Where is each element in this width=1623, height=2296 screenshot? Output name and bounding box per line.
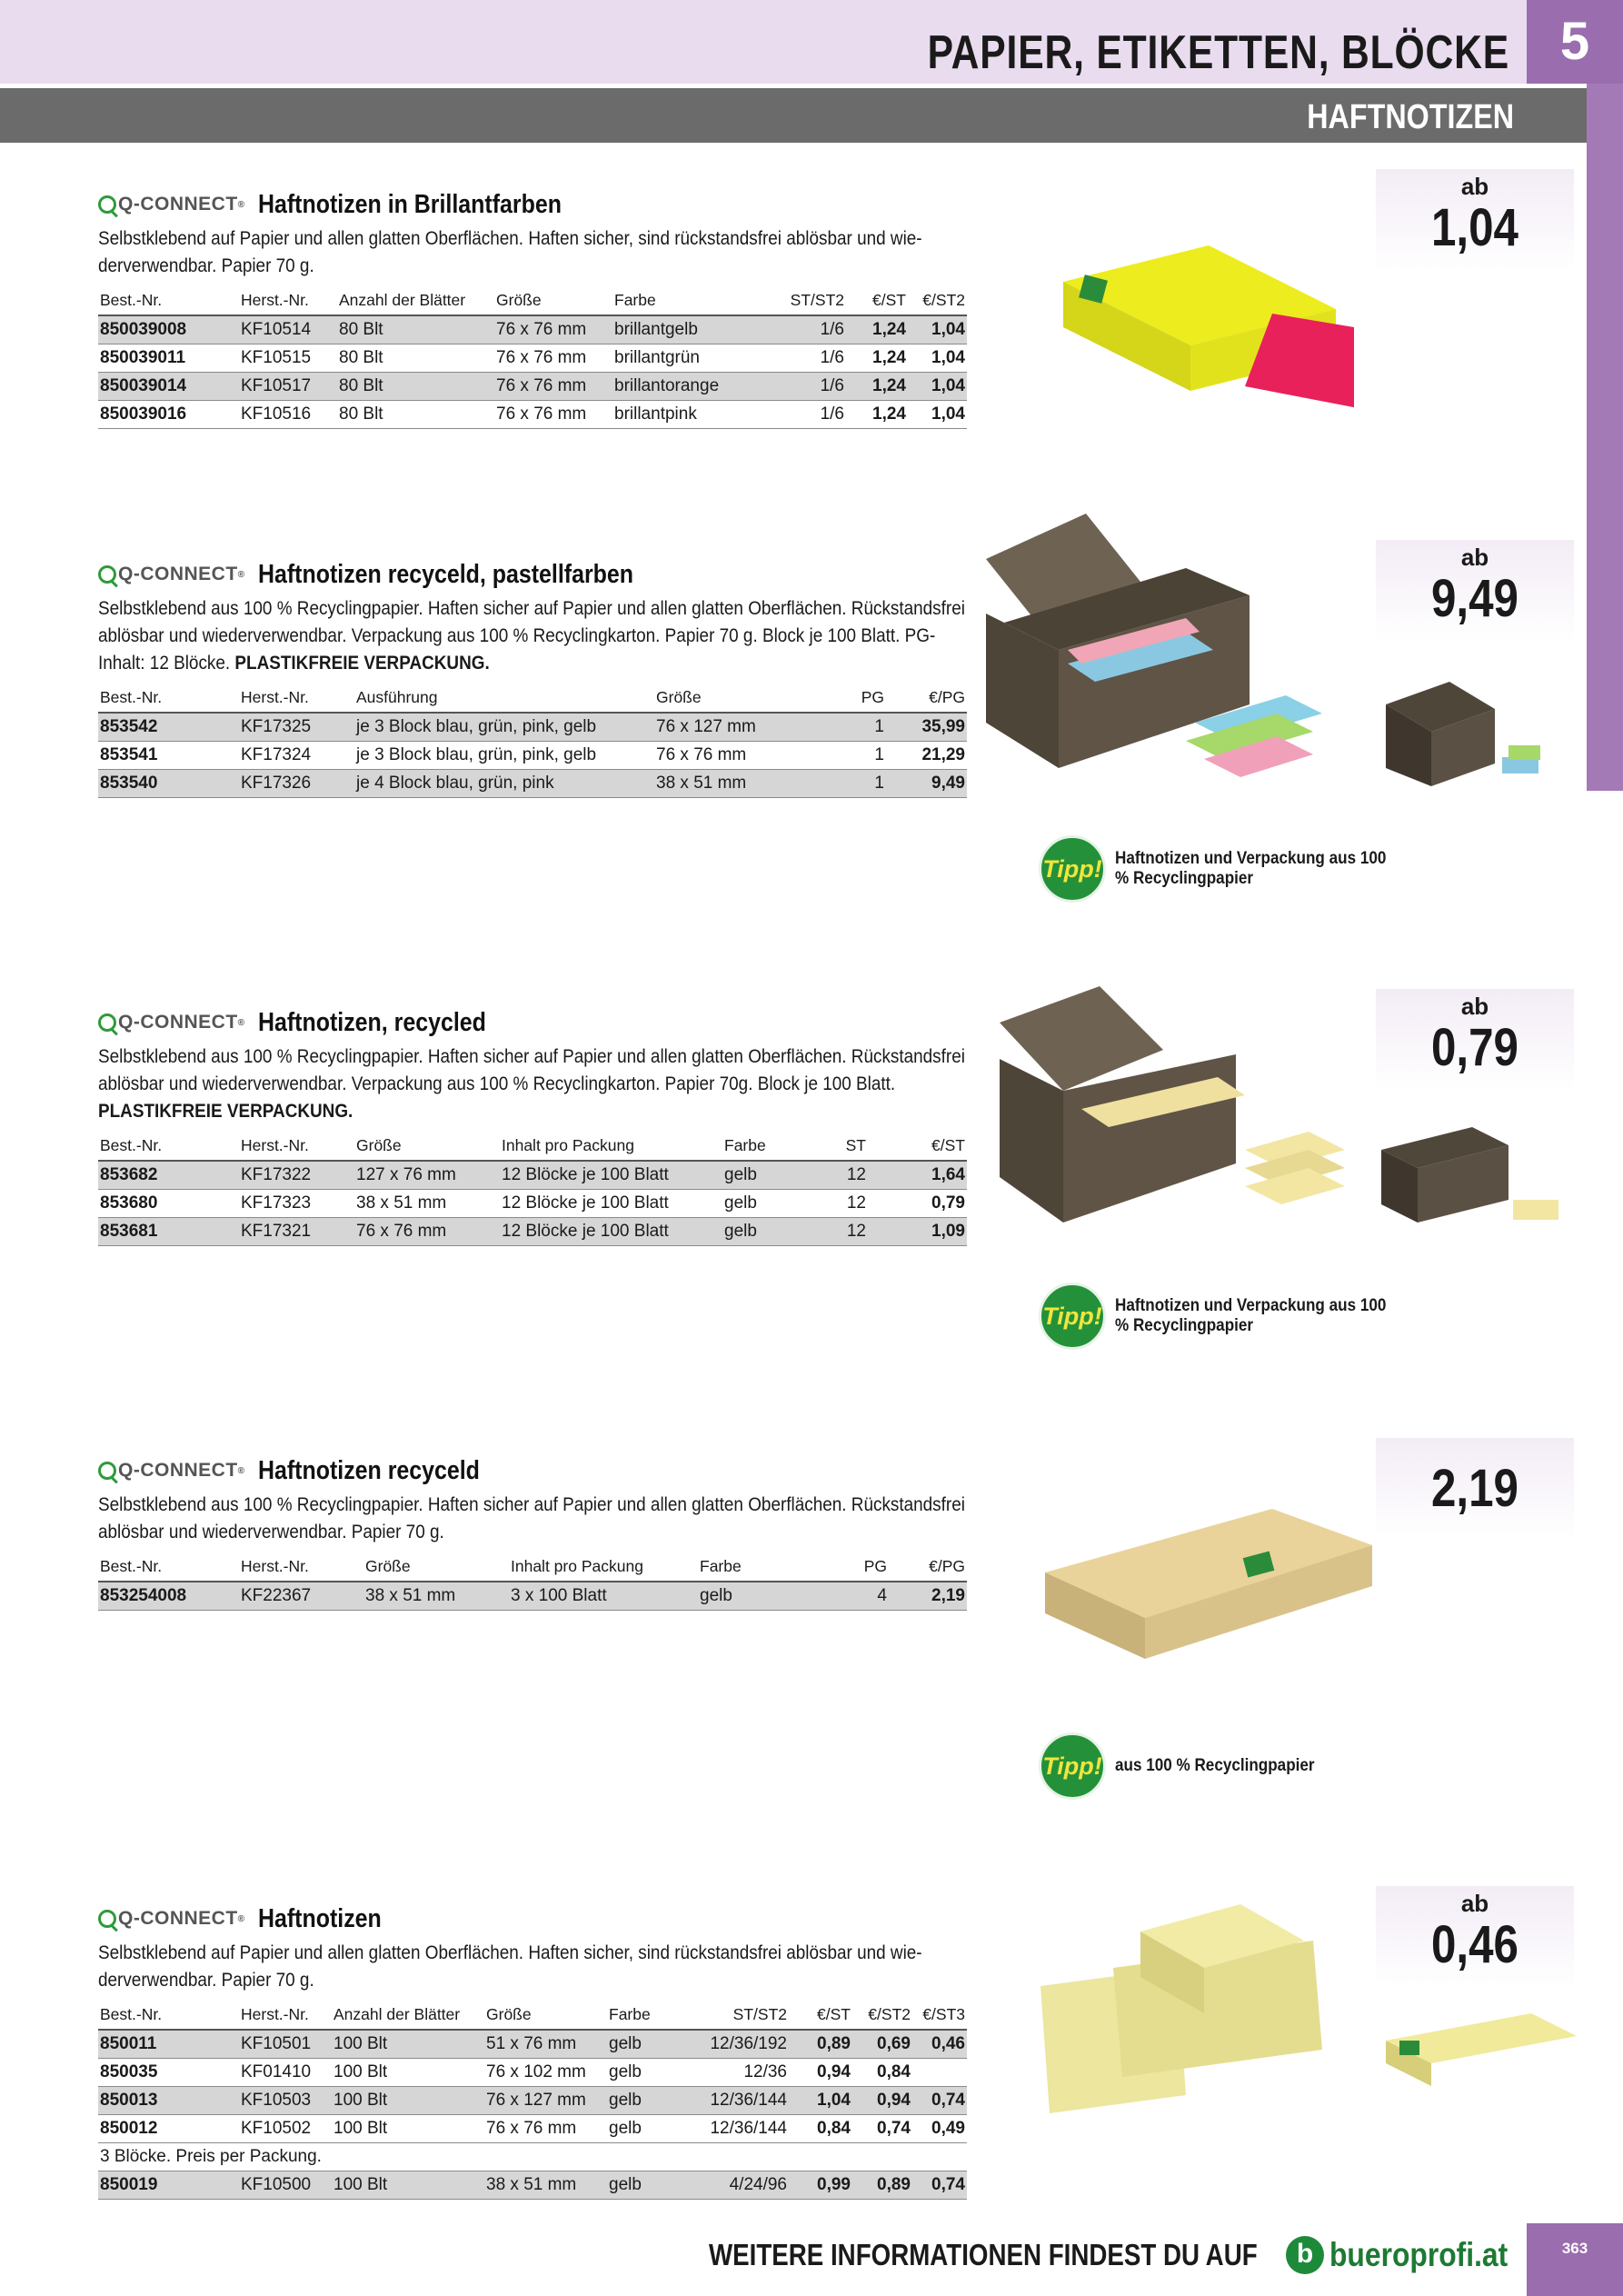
q-connect-logo: Q- CONNECT ® xyxy=(98,1012,245,1033)
q-connect-logo: Q- CONNECT ® xyxy=(98,564,245,585)
table-row[interactable]: 853541 KF17324 je 3 Block blau, grün, pink, gelb 76 x 76 mm 1 21,29 xyxy=(98,741,967,769)
table-row[interactable]: 853542 KF17325 je 3 Block blau, grün, pink, gelb 76 x 127 mm 1 35,99 xyxy=(98,713,967,741)
product-description: Selbstklebend aus 100 % Recyclingpapier. Haften sicher auf Papier und allen glatten Oberflächen. Rückstandsfrei ablösbar und wiederverwendbar. Papier 70 g. xyxy=(98,1493,965,1542)
price-value: 9,49 xyxy=(1431,569,1518,628)
page-number: 363 xyxy=(1527,2223,1623,2296)
product-section-brillantfarben xyxy=(98,188,969,429)
product-description: Selbstklebend auf Papier und allen glatten Oberflächen. Haften sicher, sind rückstandsfrei ablösbar und wie- derverwendbar. Papier 70 g. xyxy=(98,1942,922,1991)
table-row[interactable]: 850013 KF10503 100 Blt 76 x 127 mm gelb 12/36/144 1,04 0,94 0,74 xyxy=(98,2086,967,2114)
product-description: Selbstklebend aus 100 % Recyclingpapier. Haften sicher auf Papier und allen glatten Oberflächen. Rückstandsfrei ablösbar und wiederverwendbar. Verpackung aus 100 % Recyclingkarton. Papier 70 g. Block je 100 Blatt. PG-Inhalt: 12 Blöcke. PLASTIKFREIE VERPACKUNG. xyxy=(98,597,965,674)
product-title: Haftnotizen recyceld, pastellfarben xyxy=(257,559,633,589)
product-title: Haftnotizen in Brillantfarben xyxy=(257,189,562,219)
table-row[interactable]: 853682 KF17322 127 x 76 mm 12 Blöcke je 100 Blatt gelb 12 1,64 xyxy=(98,1161,967,1189)
table-row[interactable]: 853254008 KF22367 38 x 51 mm 3 x 100 Blatt gelb 4 2,19 xyxy=(98,1582,967,1610)
product-section-recyceld xyxy=(98,1454,969,1611)
price-value: 1,04 xyxy=(1431,198,1518,257)
article-table xyxy=(98,1554,967,1611)
price-box: ab 1,04 xyxy=(1376,169,1574,271)
product-description: Selbstklebend aus 100 % Recyclingpapier. Haften sicher auf Papier und allen glatten Oberflächen. Rückstandsfrei ablösbar und wiederverwendbar. Verpackung aus 100 % Recyclingkarton. Papier 70g. Block je 100 Blatt. PLASTIKFREIE VERPACKUNG. xyxy=(98,1045,965,1122)
product-title: Haftnotizen, recycled xyxy=(257,1007,486,1037)
side-register-tab[interactable] xyxy=(1587,84,1623,791)
table-row[interactable]: 850039016 KF10516 80 Blt 76 x 76 mm brillantpink 1/6 1,24 1,04 xyxy=(98,400,967,428)
table-row[interactable]: 850012 KF10502 100 Blt 76 x 76 mm gelb 12/36/144 0,84 0,74 0,49 xyxy=(98,2114,967,2142)
page-title: PAPIER, ETIKETTEN, BLÖCKE xyxy=(927,26,1509,79)
table-header: Best.-Nr. Herst.-Nr. Größe Inhalt pro Packung Farbe PG €/PG xyxy=(98,1554,967,1582)
table-row[interactable]: 853540 KF17326 je 4 Block blau, grün, pink 38 x 51 mm 1 9,49 xyxy=(98,769,967,797)
price-box: ab 0,46 xyxy=(1376,1886,1574,1988)
table-row[interactable]: 850035 KF01410 100 Blt 76 x 102 mm gelb 12/36 0,94 0,84 xyxy=(98,2058,967,2086)
article-table xyxy=(98,2002,967,2200)
product-image-recycled-box xyxy=(981,986,1572,1232)
article-table xyxy=(98,288,967,429)
table-note-row: 3 Blöcke. Preis per Packung. xyxy=(98,2142,967,2171)
table-header: Best.-Nr. Herst.-Nr. Anzahl der Blätter Größe Farbe ST/ST2 €/ST €/ST2 xyxy=(98,288,967,315)
price-value: 0,79 xyxy=(1431,1018,1518,1077)
tipp-badge-icon: Tipp! xyxy=(1039,835,1106,903)
q-connect-logo: Q- CONNECT ® xyxy=(98,1460,245,1482)
price-value: 2,19 xyxy=(1431,1459,1518,1518)
product-image-pastel-box xyxy=(977,514,1577,804)
table-row[interactable]: 853681 KF17321 76 x 76 mm 12 Blöcke je 100 Blatt gelb 12 1,09 xyxy=(98,1217,967,1245)
category-title: HAFTNOTIZEN xyxy=(1307,98,1514,136)
tipp-badge-icon: Tipp! xyxy=(1039,1732,1106,1800)
table-header: Best.-Nr. Herst.-Nr. Anzahl der Blätter Größe Farbe ST/ST2 €/ST €/ST2 €/ST3 xyxy=(98,2002,967,2030)
q-connect-logo: Q- CONNECT ® xyxy=(98,1908,245,1930)
product-title: Haftnotizen xyxy=(257,1903,382,1933)
product-image-recyceld-pack xyxy=(1036,1500,1381,1663)
q-connect-logo: Q- CONNECT ® xyxy=(98,194,245,215)
table-row[interactable]: 850039014 KF10517 80 Blt 76 x 76 mm brillantorange 1/6 1,24 1,04 xyxy=(98,372,967,400)
price-box: ab 0,79 xyxy=(1376,989,1574,1091)
tipp-hint: Tipp! aus 100 % Recyclingpapier xyxy=(1039,1732,1439,1801)
table-row[interactable]: 850011 KF10501 100 Blt 51 x 76 mm gelb 12/36/192 0,89 0,69 0,46 xyxy=(98,2030,967,2058)
product-description: Selbstklebend auf Papier und allen glatten Oberflächen. Haften sicher, sind rückstandsfrei ablösbar und wie- derverwendbar. Papier 70 g. xyxy=(98,227,922,276)
product-title: Haftnotizen recyceld xyxy=(257,1455,480,1485)
table-row[interactable]: 850039008 KF10514 80 Blt 76 x 76 mm brillantgelb 1/6 1,24 1,04 xyxy=(98,315,967,344)
product-image-brillant-notes xyxy=(1054,227,1354,418)
bueroprofi-site: bueroprofi.at xyxy=(1329,2236,1508,2273)
chapter-tab[interactable]: 5 xyxy=(1527,0,1623,84)
price-value: 0,46 xyxy=(1431,1915,1518,1974)
product-section-pastellfarben xyxy=(98,558,969,798)
tipp-hint: Tipp! Haftnotizen und Verpackung aus 100 % Recyclingpapier xyxy=(1039,1282,1439,1351)
bueroprofi-logo-icon: b xyxy=(1286,2236,1324,2274)
article-table xyxy=(98,1133,967,1246)
article-table xyxy=(98,685,967,798)
table-row[interactable]: 853680 KF17323 38 x 51 mm 12 Blöcke je 100 Blatt gelb 12 0,79 xyxy=(98,1189,967,1217)
bueroprofi-link[interactable] xyxy=(1286,2236,1537,2274)
table-header: Best.-Nr. Herst.-Nr. Größe Inhalt pro Packung Farbe ST €/ST xyxy=(98,1133,967,1161)
product-section-haftnotizen xyxy=(98,1902,969,2200)
price-box xyxy=(1376,1438,1574,1540)
tipp-badge-icon: Tipp! xyxy=(1039,1283,1106,1350)
table-header: Best.-Nr. Herst.-Nr. Ausführung Größe PG €/PG xyxy=(98,685,967,713)
table-row[interactable]: 850039011 KF10515 80 Blt 76 x 76 mm brillantgrün 1/6 1,24 1,04 xyxy=(98,344,967,372)
price-box: ab 9,49 xyxy=(1376,540,1574,642)
product-section-recycled xyxy=(98,1006,969,1246)
footer-info-text: WEITERE INFORMATIONEN FINDEST DU AUF xyxy=(709,2238,1258,2271)
tipp-hint: Tipp! Haftnotizen und Verpackung aus 100 % Recyclingpapier xyxy=(1039,834,1439,903)
product-image-yellow-notes xyxy=(1041,1904,1577,2113)
table-row[interactable]: 850019 KF10500 100 Blt 38 x 51 mm gelb 4/24/96 0,99 0,89 0,74 xyxy=(98,2171,967,2199)
